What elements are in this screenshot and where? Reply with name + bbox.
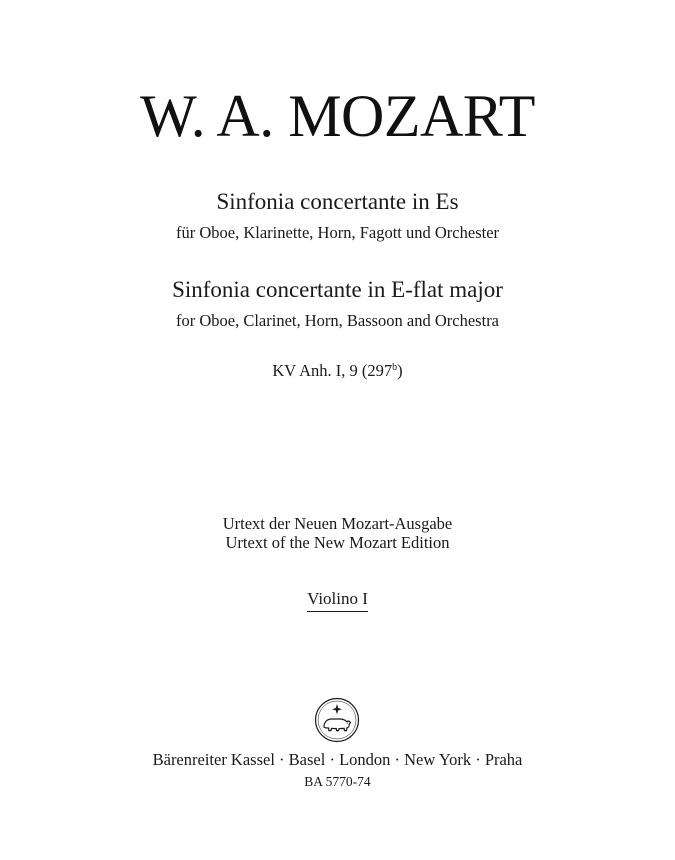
urtext-line-german: Urtext der Neuen Mozart-Ausgabe	[222, 514, 453, 533]
scoring-german: für Oboe, Klarinette, Horn, Fagott und Orchester	[175, 223, 500, 242]
work-title-english: Sinfonia concertante in E-flat major	[172, 277, 503, 302]
koechel-catalog-number	[0, 363, 675, 380]
catalog-superscript: b	[392, 362, 398, 373]
publisher-catalog-number: BA 5770-74	[304, 774, 371, 789]
catalog-close: )	[397, 361, 403, 380]
scoring-english: for Oboe, Clarinet, Horn, Bassoon and Orchestra	[175, 311, 500, 330]
work-title-german: Sinfonia concertante in Es	[216, 189, 459, 214]
part-name: Violino I	[307, 590, 368, 612]
urtext-line-english: Urtext of the New Mozart Edition	[225, 533, 450, 552]
baerenreiter-bear-logo-icon	[314, 697, 360, 743]
composer-name: W. A. MOZART	[140, 83, 535, 149]
catalog-main: KV Anh. I, 9 (297	[272, 361, 393, 380]
part-label-wrap	[0, 590, 675, 612]
publisher-cities: Bärenreiter Kassel · Basel · London · New York · Praha	[152, 750, 523, 769]
